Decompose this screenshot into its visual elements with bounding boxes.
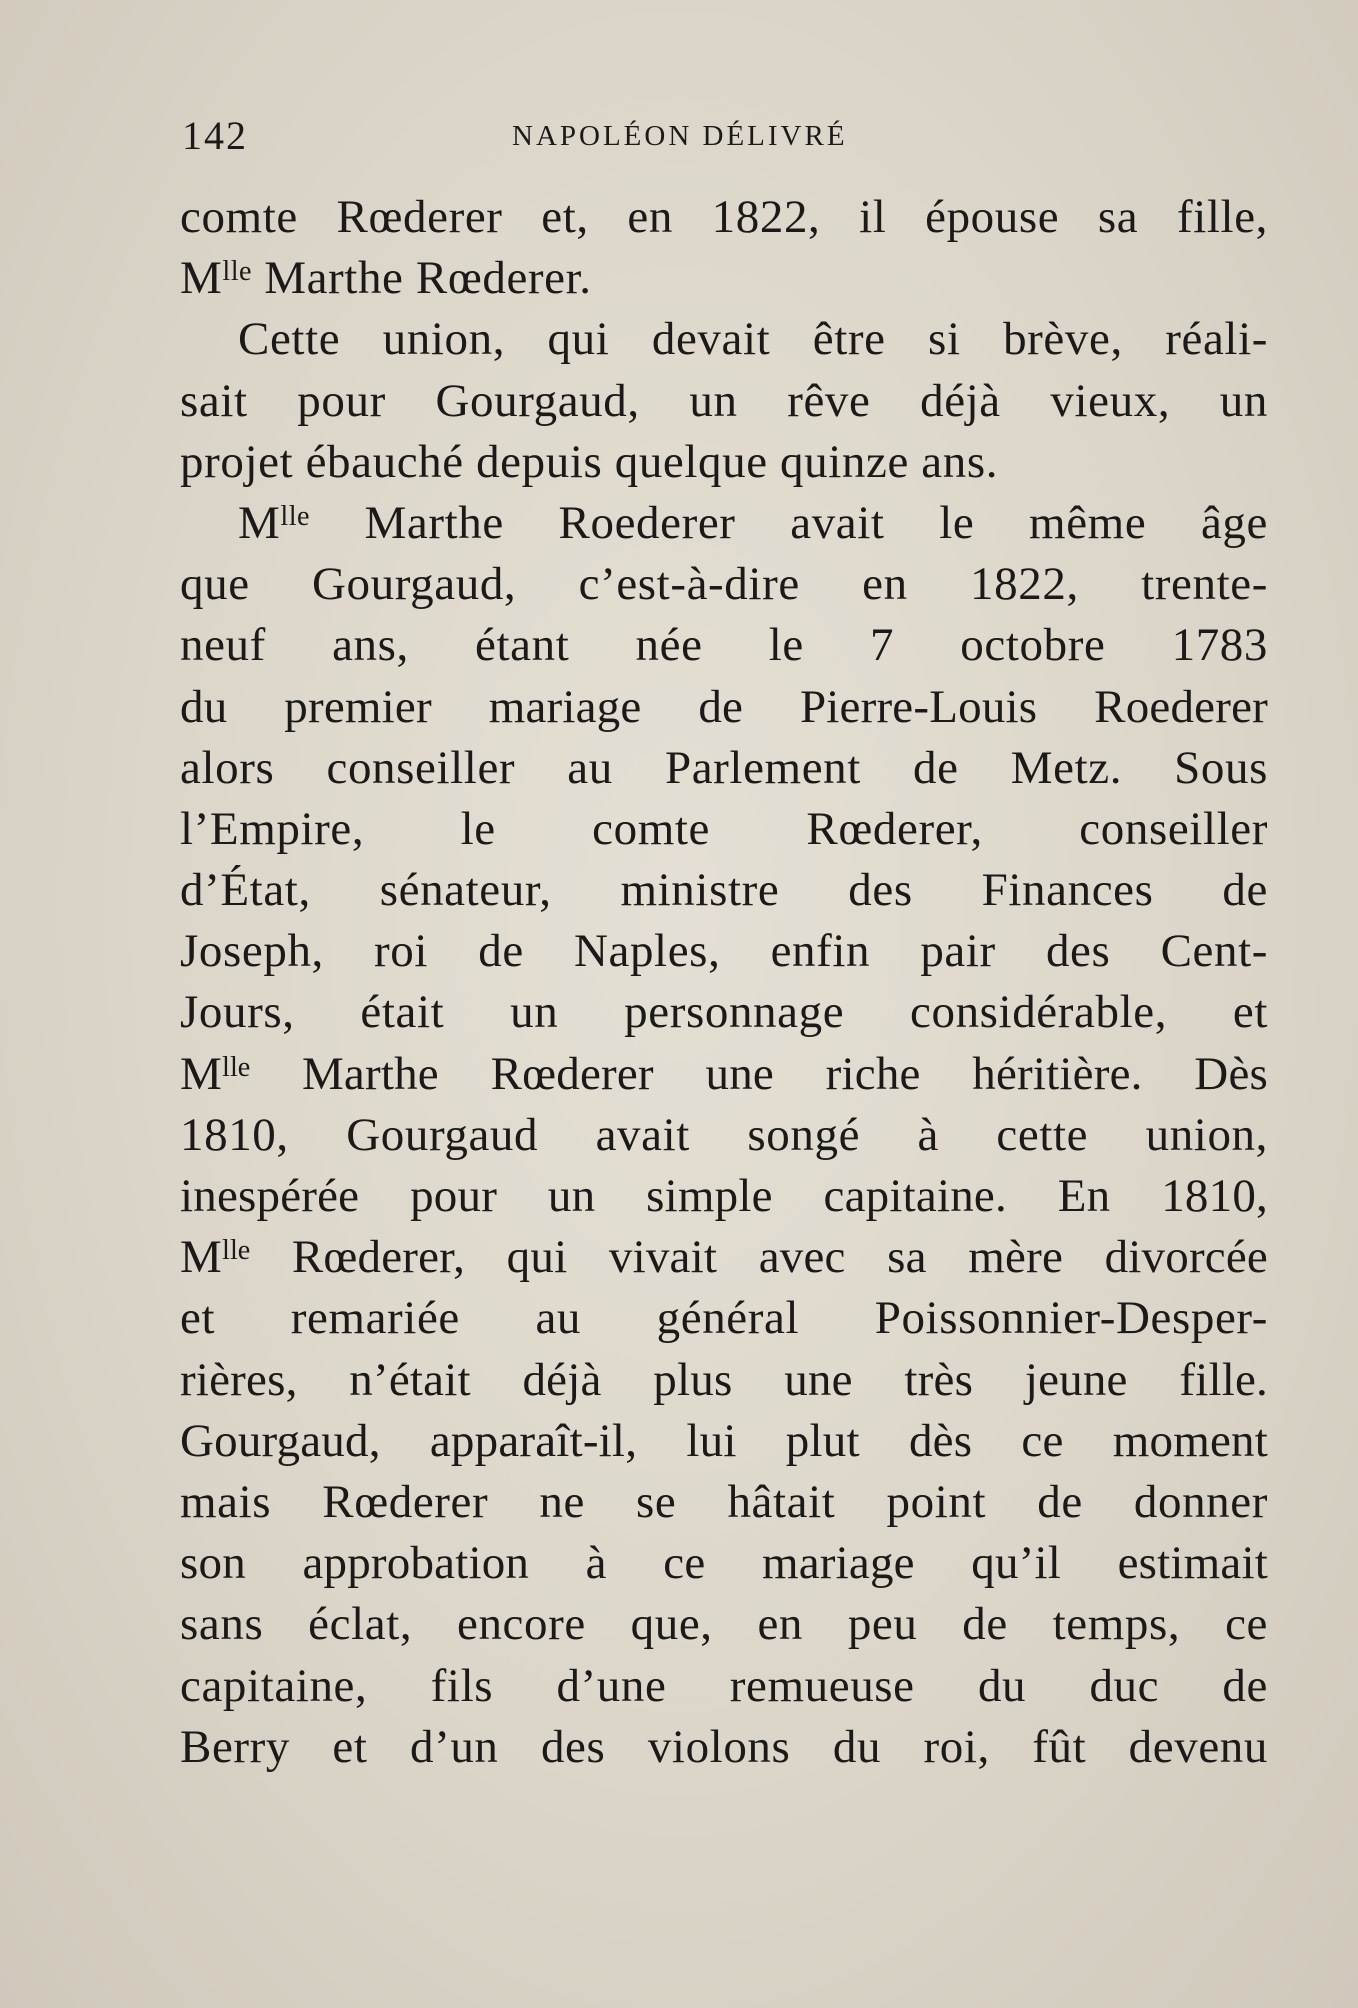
text-line: son approbation à ce mariage qu’il estimait bbox=[180, 1537, 1268, 1590]
text-line: Joseph, roi de Naples, enfin pair des Cent- bbox=[180, 925, 1268, 978]
text-line: Mˡˡᵉ Rœderer, qui vivait avec sa mère divorcée bbox=[180, 1231, 1268, 1284]
text-line: inespérée pour un simple capitaine. En 1810, bbox=[180, 1170, 1268, 1222]
text-line: l’Empire, le comte Rœderer, conseiller bbox=[180, 802, 1268, 855]
text-line: que Gourgaud, c’est-à-dire en 1822, trente- bbox=[180, 558, 1268, 611]
text-line: mais Rœderer ne se hâtait point de donner bbox=[180, 1475, 1268, 1528]
text-line: Cette union, qui devait être si brève, réali- bbox=[238, 313, 1268, 366]
text-line: d’État, sénateur, ministre des Finances de bbox=[180, 864, 1268, 917]
text-line: du premier mariage de Pierre-Louis Roederer bbox=[180, 680, 1268, 733]
text-line: sait pour Gourgaud, un rêve déjà vieux, un bbox=[180, 374, 1268, 427]
text-line: Jours, était un personnage considérable, et bbox=[180, 986, 1268, 1039]
text-line: alors conseiller au Parlement de Metz. Sous bbox=[180, 741, 1268, 794]
text-line: et remariée au général Poissonnier-Desper- bbox=[180, 1292, 1268, 1345]
text-line: 1810, Gourgaud avait songé à cette union, bbox=[180, 1108, 1268, 1161]
text-line: neuf ans, étant née le 7 octobre 1783 bbox=[180, 619, 1268, 672]
text-line: capitaine, fils d’une remueuse du duc de bbox=[180, 1659, 1268, 1712]
text-line: Gourgaud, apparaît-il, lui plut dès ce moment bbox=[180, 1414, 1268, 1467]
text-line: rières, n’était déjà plus une très jeune fille. bbox=[180, 1353, 1268, 1406]
page-number: 142 bbox=[182, 113, 248, 158]
text-line: projet ébauché depuis quelque quinze ans. bbox=[180, 435, 999, 488]
body-text bbox=[180, 187, 1268, 1778]
running-title: NAPOLÉON DÉLIVRÉ bbox=[512, 120, 848, 152]
text-line: sans éclat, encore que, en peu de temps, ce bbox=[180, 1598, 1268, 1651]
page-header bbox=[182, 112, 1267, 162]
text-line: Mˡˡᵉ Marthe Roederer avait le même âge bbox=[238, 496, 1268, 549]
text-line: Mˡˡᵉ Marthe Rœderer. bbox=[180, 252, 592, 305]
text-line: Mˡˡᵉ Marthe Rœderer une riche héritière. Dès bbox=[180, 1047, 1268, 1100]
text-line: Berry et d’un des violons du roi, fût devenu bbox=[180, 1720, 1268, 1773]
text-line: comte Rœderer et, en 1822, il épouse sa fille, bbox=[180, 191, 1268, 243]
